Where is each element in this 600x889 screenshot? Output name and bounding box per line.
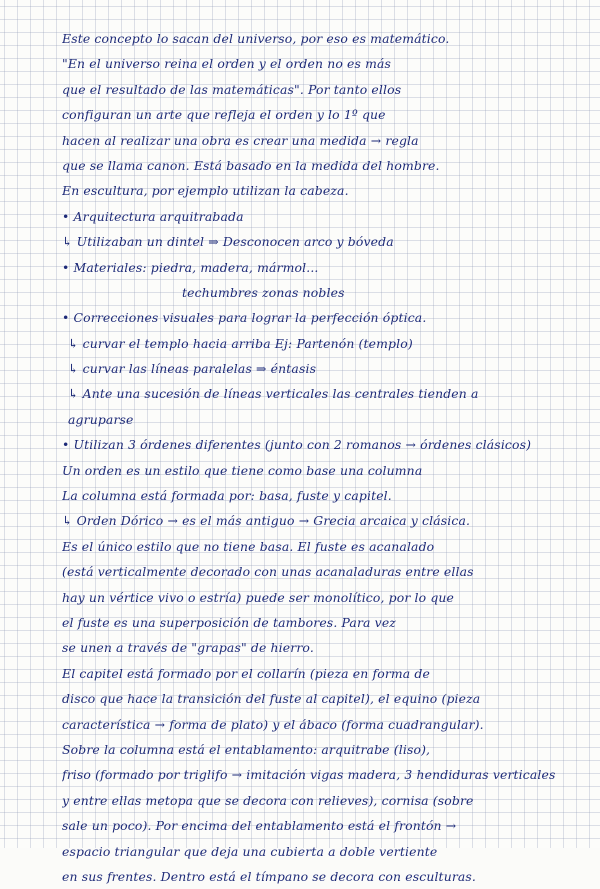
note-line: techumbres zonas nobles	[182, 284, 345, 300]
note-line: • Utilizan 3 órdenes diferentes (junto con 2 romanos → órdenes clásicos)	[62, 437, 532, 453]
note-line: hay un vértice vivo o estría) puede ser monolítico, por lo que	[62, 589, 455, 605]
handwritten-notes	[62, 26, 582, 889]
note-line: ↳ Orden Dórico → es el más antiguo → Grecia arcaica y clásica.	[62, 513, 471, 529]
note-line: agruparse	[68, 411, 134, 427]
note-line: friso (formado por triglifo → imitación vigas madera, 3 hendiduras verticales	[62, 767, 556, 783]
note-line: el fuste es una superposición de tambores. Para vez	[62, 614, 396, 630]
note-line: sale un poco). Por encima del entablamento está el frontón →	[62, 818, 457, 834]
note-line: • Arquitectura arquitrabada	[62, 208, 244, 224]
note-line: disco que hace la transición del fuste al capitel), el equino (pieza	[62, 691, 481, 707]
note-line: Este concepto lo sacan del universo, por eso es matemático.	[62, 31, 450, 46]
note-line: "En el universo reina el orden y el orden no es más	[62, 56, 392, 72]
note-line: espacio triangular que deja una cubierta a doble vertiente	[62, 843, 438, 859]
note-line: se unen a través de "grapas" de hierro.	[62, 640, 314, 656]
note-line: en sus frentes. Dentro está el tímpano se decora con esculturas.	[62, 868, 477, 884]
note-line: Es el único estilo que no tiene basa. El fuste es acanalado	[62, 538, 435, 554]
note-line: ↳ Ante una sucesión de líneas verticales las centrales tienden a	[68, 386, 479, 402]
note-line: que se llama canon. Está basado en la medida del hombre.	[62, 157, 440, 173]
note-line: • Correcciones visuales para lograr la perfección óptica.	[62, 310, 427, 326]
note-line: El capitel está formado por el collarín (pieza en forma de	[62, 665, 430, 681]
note-line: Un orden es un estilo que tiene como base una columna	[62, 462, 423, 478]
note-line: Sobre la columna está el entablamento: arquitrabe (liso),	[62, 741, 431, 757]
note-line: ↳ curvar las líneas paralelas ⇒ éntasis	[68, 361, 317, 377]
note-line: (está verticalmente decorado con unas acanaladuras entre ellas	[62, 564, 474, 580]
note-line: hacen al realizar una obra es crear una medida → regla	[62, 132, 419, 148]
note-line: ↳ Utilizaban un dintel ⇒ Desconocen arco y bóveda	[62, 234, 394, 250]
note-line: ↳ curvar el templo hacia arriba Ej: Partenón (templo)	[68, 335, 413, 351]
note-line: • Materiales: piedra, madera, mármol...	[62, 259, 319, 275]
note-line: que el resultado de las matemáticas". Por tanto ellos	[62, 81, 402, 97]
note-line: La columna está formada por: basa, fuste y capitel.	[62, 488, 392, 504]
note-line: configuran un arte que refleja el orden y lo 1º que	[62, 107, 386, 123]
note-line: En escultura, por ejemplo utilizan la cabeza.	[62, 183, 349, 199]
note-line: característica → forma de plato) y el ábaco (forma cuadrangular).	[62, 716, 484, 732]
note-line: y entre ellas metopa que se decora con relieves), cornisa (sobre	[62, 792, 474, 808]
